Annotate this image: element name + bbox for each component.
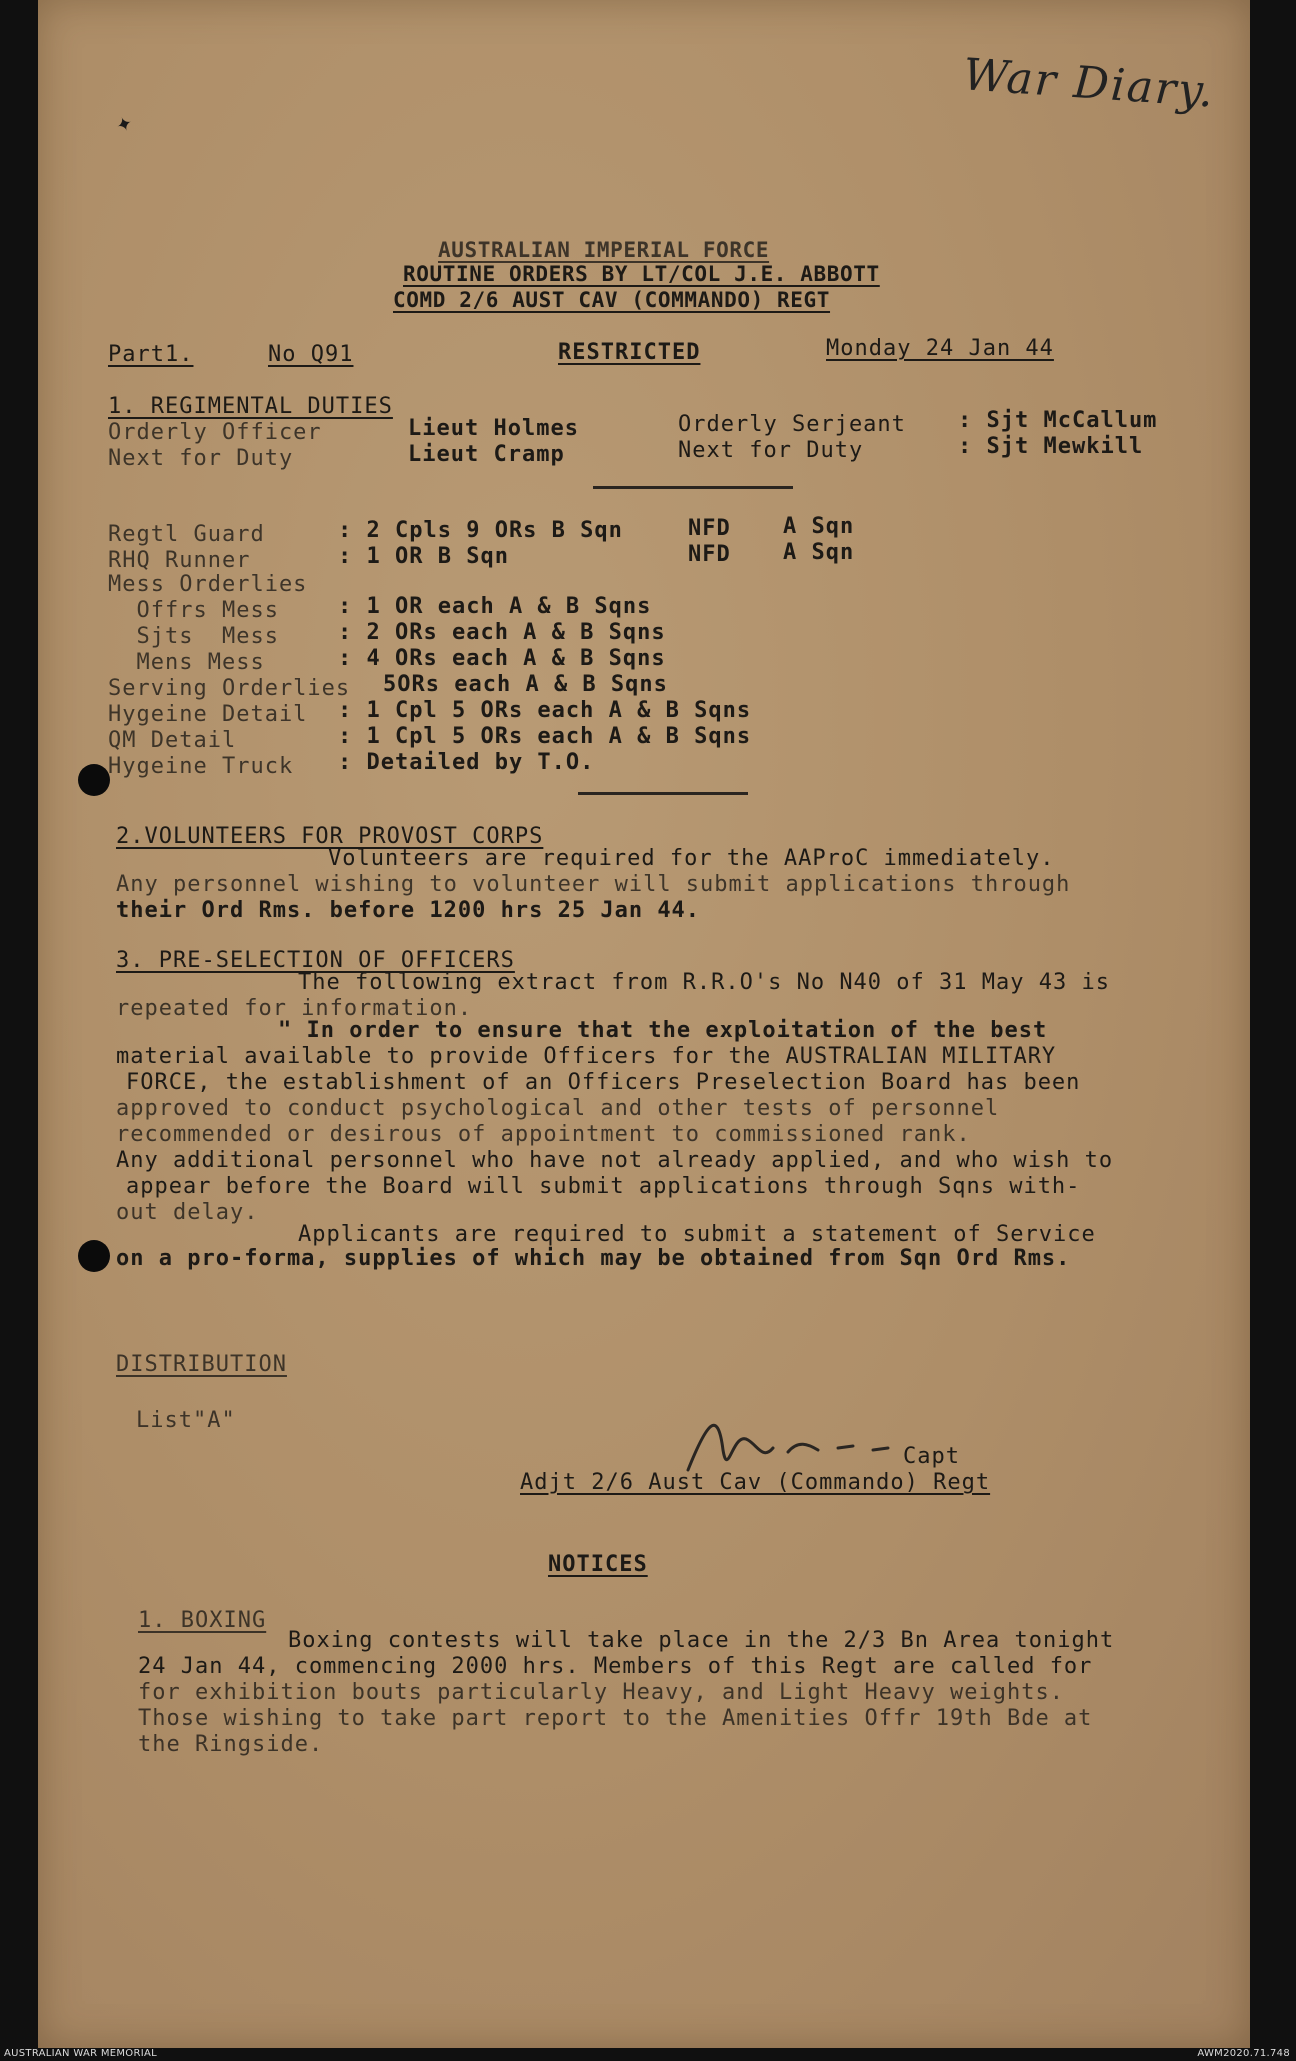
boxing-title: 1. BOXING xyxy=(138,1608,267,1633)
section3-line: repeated for information. xyxy=(116,996,473,1021)
duty-label: QM Detail xyxy=(108,728,237,753)
boxing-line: Boxing contests will take place in the 2/3 Bn Area tonight xyxy=(288,1628,1115,1653)
divider xyxy=(578,792,748,795)
header-title-line2: ROUTINE ORDERS BY LT/COL J.E. ABBOTT xyxy=(403,262,880,286)
section3-line: FORCE, the establishment of an Officers Preselection Board has been xyxy=(126,1070,1081,1095)
section2-line: their Ord Rms. before 1200 hrs 25 Jan 44. xyxy=(116,898,701,923)
header-title-line1: AUSTRALIAN IMPERIAL FORCE xyxy=(438,238,770,262)
footer-credit: AUSTRALIAN WAR MEMORIAL xyxy=(4,2048,157,2059)
boxing-line: the Ringside. xyxy=(138,1732,324,1757)
orderly-serjeant-value: : Sjt McCallum xyxy=(958,408,1158,433)
signature-appointment: Adjt 2/6 Aust Cav (Commando) Regt xyxy=(520,1470,991,1495)
duty-label: Offrs Mess xyxy=(108,598,279,623)
section3-line: The following extract from R.R.O's No N40 of 31 May 43 is xyxy=(298,970,1110,995)
duty-label: Mens Mess xyxy=(108,650,265,675)
duty-value: 5ORs each A & B Sqns xyxy=(383,672,668,697)
handwritten-annotation: War Diary. xyxy=(961,49,1217,118)
section3-line: Any additional personnel who have not already applied, and who wish to xyxy=(116,1148,1114,1173)
notices-title: NOTICES xyxy=(548,1552,648,1577)
orderly-officer-label: Orderly Officer xyxy=(108,420,322,445)
punch-hole xyxy=(78,1240,110,1272)
pin-mark-icon: ✦ xyxy=(111,106,137,140)
part-label: Part1. xyxy=(108,342,194,367)
section3-line: approved to conduct psychological and other tests of personnel xyxy=(116,1096,1000,1121)
next-serjeant-value: : Sjt Mewkill xyxy=(958,434,1144,459)
section3-line: " In order to ensure that the exploitation of the best xyxy=(278,1018,1048,1043)
section3-line: Applicants are required to submit a statement of Service xyxy=(298,1222,1096,1247)
document-page xyxy=(38,0,1250,2048)
duty-value: : 1 Cpl 5 ORs each A & B Sqns xyxy=(338,724,752,749)
duty-nfd-sqn: A Sqn xyxy=(783,514,855,539)
duty-label: Hygeine Truck xyxy=(108,754,294,779)
order-date: Monday 24 Jan 44 xyxy=(826,336,1054,361)
footer-accession-number: AWM2020.71.748 xyxy=(1197,2048,1290,2059)
section1-title: 1. REGIMENTAL DUTIES xyxy=(108,394,393,419)
section3-line: out delay. xyxy=(116,1200,259,1225)
order-number: No Q91 xyxy=(268,342,354,367)
next-serjeant-label: Next for Duty xyxy=(678,438,864,463)
section2-line: Volunteers are required for the AAProC immediately. xyxy=(328,846,1055,871)
duty-value: : 1 OR B Sqn xyxy=(338,544,509,569)
distribution-list: List"A" xyxy=(136,1408,236,1433)
signature-rank: Capt xyxy=(903,1444,960,1469)
duty-value: : 2 ORs each A & B Sqns xyxy=(338,620,666,645)
duty-label: Sjts Mess xyxy=(108,624,279,649)
section3-line: appear before the Board will submit applications through Sqns with- xyxy=(126,1174,1081,1199)
section3-line: material available to provide Officers for the AUSTRALIAN MILITARY xyxy=(116,1044,1057,1069)
punch-hole xyxy=(78,764,110,796)
header-title-line3: COMD 2/6 AUST CAV (COMMANDO) REGT xyxy=(393,288,831,312)
section3-line: recommended or desirous of appointment to commissioned rank. xyxy=(116,1122,971,1147)
duty-nfd: NFD xyxy=(688,542,731,567)
duty-value: : 1 OR each A & B Sqns xyxy=(338,594,652,619)
duty-nfd: NFD xyxy=(688,516,731,541)
duty-nfd-sqn: A Sqn xyxy=(783,540,855,565)
next-officer-label: Next for Duty xyxy=(108,446,294,471)
duty-label: Serving Orderlies xyxy=(108,676,351,701)
section2-title: 2.VOLUNTEERS FOR PROVOST CORPS xyxy=(116,824,544,849)
duty-value: : 1 Cpl 5 ORs each A & B Sqns xyxy=(338,698,752,723)
section3-line: on a pro-forma, supplies of which may be obtained from Sqn Ord Rms. xyxy=(116,1246,1071,1271)
duty-label: Hygeine Detail xyxy=(108,702,308,727)
duty-value: : Detailed by T.O. xyxy=(338,750,595,775)
orderly-serjeant-label: Orderly Serjeant xyxy=(678,412,906,437)
duty-label: Mess Orderlies xyxy=(108,572,308,597)
orderly-officer-value: Lieut Holmes xyxy=(408,416,579,441)
boxing-line: for exhibition bouts particularly Heavy, and Light Heavy weights. xyxy=(138,1680,1064,1705)
duty-value: : 2 Cpls 9 ORs B Sqn xyxy=(338,518,623,543)
classification: RESTRICTED xyxy=(558,340,701,365)
section3-title: 3. PRE-SELECTION OF OFFICERS xyxy=(116,948,515,973)
duty-label: RHQ Runner xyxy=(108,548,251,573)
duty-value: : 4 ORs each A & B Sqns xyxy=(338,646,666,671)
boxing-line: 24 Jan 44, commencing 2000 hrs. Members of this Regt are called for xyxy=(138,1654,1093,1679)
duty-label: Regtl Guard xyxy=(108,522,265,547)
divider xyxy=(593,486,793,489)
section2-line: Any personnel wishing to volunteer will submit applications through xyxy=(116,872,1071,897)
boxing-line: Those wishing to take part report to the Amenities Offr 19th Bde at xyxy=(138,1706,1093,1731)
next-officer-value: Lieut Cramp xyxy=(408,442,565,467)
distribution-title: DISTRIBUTION xyxy=(116,1352,287,1377)
